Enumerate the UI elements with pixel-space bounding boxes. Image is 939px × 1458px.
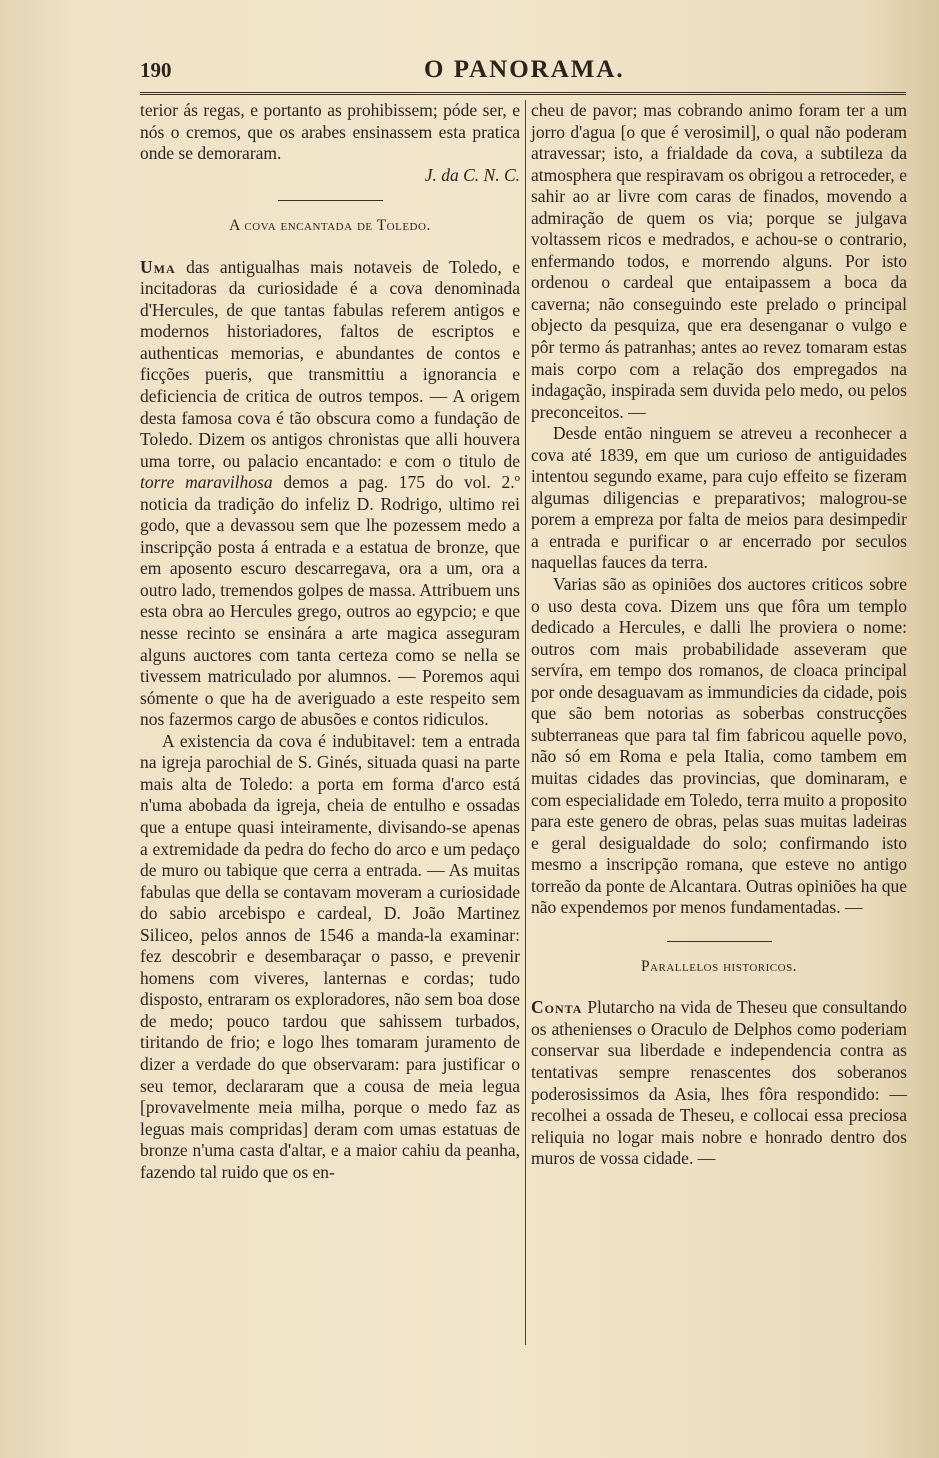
paragraph-lead-word: Uma: [140, 256, 176, 277]
journal-title: O PANORAMA.: [424, 56, 625, 83]
author-signature: J. da C. N. C.: [424, 164, 520, 185]
article-paragraph: [140, 257, 520, 731]
intro-paragraph: terior ás regas, e portanto as prohibissem; póde ser, e nós o cremos, que os arabes ensinassem esta pratica onde se demoraram.: [140, 100, 520, 164]
paragraph-lead-word: Conta: [531, 997, 583, 1018]
right-column: [531, 100, 907, 1170]
header-rule: [140, 92, 906, 95]
article-title: Parallelos historicos.: [640, 957, 798, 975]
article-paragraph: A existencia da cova é indubitavel: tem a entrada na igreja parochial de S. Ginés, situada quasi na parte mais alta de Toledo: a porta em forma d'arco está n'uma abobada da igreja, cheia de entulho e ossadas que a entupe quasi inteiramente, divisando-se apenas a extremidade da pedra do fecho do arco e um pedaço de muro ou tabique que cerra a entrada. — As muitas fabulas que della se contavam moveram a curiosidade do sabio arcebispo e cardeal, D. João Martinez Siliceo, pelos annos de 1546 a manda-la examinar: fez descobrir e desembaraçar o passo, e prevenir homens com viveres, lanternas e cordas; tudo disposto, entraram os exploradores, não sem boa dose de medo; pouco tardou que sahissem turbados, tiritando de frio; e logo lhes tomaram juramento de dizer a verdade do que observaram: para justificar o seu temor, declararam que a cousa de meia legua [provavelmente meia milha, porque o medo faz as leguas mais compridas] deram com umas estatuas de bronze n'uma casta d'altar, e a maior cahiu da peanha, fazendo tal ruido que os en-: [140, 730, 520, 1182]
paragraph-text: Plutarcho na vida de Theseu que consultando os athenienses o Oraculo de Delphos como poderiam conservar sua liberdade e independencia contra as tentativas sempre renascentes dos soberanos poderosissimos da Asia, lhes fôra respondido: — recolhei a ossada de Theseu, e collocai essa preciosa reliquia no logar mais nobre e honrado dentro dos muros de vossa cidade. —: [531, 997, 907, 1169]
paragraph-text: das antigualhas mais notaveis de Toledo, e incitadoras da curiosidade é a cova denominada d'Hercules, de que tantas fabulas referem antigos e modernos historiadores, faltos de escriptos e authenticas memorias, e abundantes de contos e ficções pueris, que transmittiu a ignorancia e deficiencia de critica de outros tempos. — A origem desta famosa cova é tão obscura como a fundação de Toledo. Dizem os antigos chronistas que alli houvera uma torre, ou palacio encantado: e com o titulo de: [140, 256, 520, 471]
article-paragraph: Desde então ninguem se atreveu a reconhecer a cova até 1839, em que um curioso de antiguidades intentou segundo exame, para cujo effeito se fizeram algumas diligencias e preparativos; malogrou-se porem a empreza por falta de meios para desimpedir a entrada e purificar o ar encerrado por seculos naquellas fauces da terra.: [531, 423, 907, 573]
article-paragraph-continued: cheu de pavor; mas cobrando animo foram ter a um jorro d'agua [o que é verosimil], o qual não poderam atravessar; isto, a frialdade da cova, a subtileza da atmosphera que respiravam os obrigou a retroceder, e sahir ao ar livre com caras de finados, movendo a admiração de quem os via; porque se julgava voltassem ricos e medrados, e achou-se o contrario, enfermando todos, e morrendo alguns. Por isto ordenou o cardeal que entaipassem a boca da caverna; não conseguindo este prelado o principal objecto da pesquiza, que era desenganar o vulgo e pôr termo ás patranhas; antes ao revez tomaram estas mais corpo com a relação dos empregados na indagação, inspirada sem duvida pelo medo, ou pelos preconceitos. —: [531, 100, 907, 422]
paragraph-text: demos a pag. 175 do vol. 2.º noticia da tradição do infeliz D. Rodrigo, ultimo rei godo, que a devassou sem que lhe pozessem medo a inscripção posta á entrada e a estatua de bronze, que em aposento escuro descarregava, ora a um, ora a outro lado, tremendos golpes de massa. Attribuem uns esta obra ao Hercules grego, outros ao egypcio; e que nesse recinto se ensinára a arte magica asseguram alguns auctores com tanta certeza como se nella se tivessem matriculado por alumnos. — Poremos aqui sómente o que ha de averiguado a este respeito sem nos fazermos cargo de abusões e contos ridiculos.: [140, 472, 520, 730]
left-column: [140, 100, 520, 1183]
article-paragraph: Varias são as opiniões dos auctores criticos sobre o uso desta cova. Dizem uns que fôra um templo dedicado a Hercules, e dalli lhe proviera o nome: outros com mais probabilidade asseveram que servíra, em tempo dos romanos, de cloaca principal por onde desaguavam as immundicies da cidade, pois que são bem notorias as soberbas construcções subterraneas que para tal fim fabricou aquelle povo, não só em Roma e pela Italia, como tambem em muitas cidades das provincias, que dominaram, e com especialidade em Toledo, terra muito a proposito para este genero de obras, pelas suas muitas ladeiras e geral desigualdade do solo; confirmando isto mesmo a inscripção romana, que esteve no antigo torreão da ponte de Alcantara. Outras opiniões ha que não expendemos por menos fundamentadas. —: [531, 574, 907, 918]
article-title: A cova encantada de Toledo.: [229, 217, 431, 235]
section-divider: [278, 200, 383, 201]
section-divider: [667, 941, 772, 942]
column-divider: [525, 100, 526, 1345]
page-number: 190: [140, 58, 172, 82]
article-paragraph: [531, 997, 907, 1169]
italic-title-reference: torre maravilhosa: [140, 472, 273, 493]
